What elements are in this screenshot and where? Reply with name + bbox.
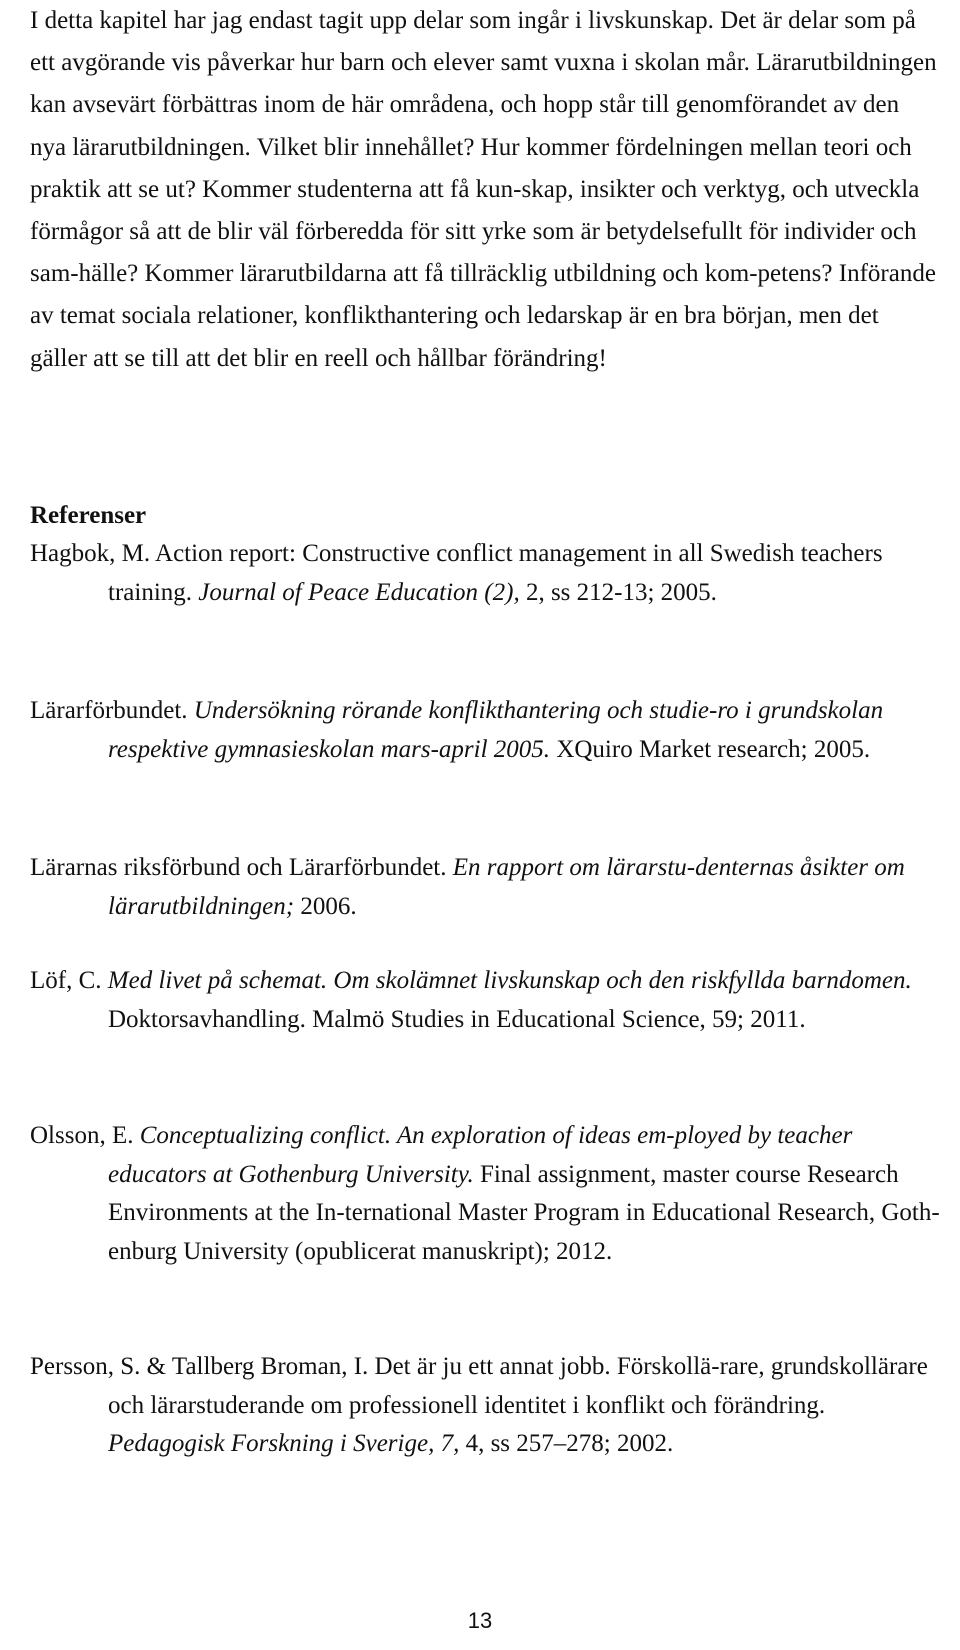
reference-title: Det är ju ett annat jobb. Förskollä-rare, grundskollärare och lärarstuderande om professionell identitet i konflikt och förändring. [108,1353,928,1419]
page-number: 13 [467,1608,493,1633]
reference-author: Lärarnas riksförbund och Lärarförbundet. [30,854,447,881]
reference-author: Olsson, E. [30,1122,134,1149]
references-heading: Referenser [30,502,147,529]
reference-author: Lärarförbundet. [30,697,188,724]
reference-details: 4, ss 257–278; 2002. [465,1430,674,1458]
reference-details: Final assignment, master course Research Environments at the In-ternational Master Program in Educational Research, Goth-enburg University (opublicerat manuskript); 2012. [108,1160,940,1266]
reference-lof [30,962,940,1039]
reference-author: Persson, S. & Tallberg Broman, I. [30,1353,369,1380]
reference-title: Med livet på schemat. Om skolämnet livskunskap och den riskfyllda barndomen. [107,967,912,994]
reference-author: Hagbok, M. [30,540,151,567]
reference-title: Undersökning rörande konflikthantering och studie-ro i grundskolan respektive gymnasieskolan mars-april 2005. [108,697,884,763]
reference-details: 2, ss 212-13; 2005. [525,578,717,606]
reference-persson-tallberg [30,1348,940,1464]
reference-volume: 7, [440,1430,460,1458]
body-paragraph: I detta kapitel har jag endast tagit upp delar som ingår i livskunskap. Det är delar som på ett avgörande vis påverkar hur barn och elever samt vuxna i skolan mår. Lärarutbildningen kan avsevärt förbättras inom de här områdena, och hopp står till genomförandet av den nya lärarutbildningen. Vilket blir innehållet? Hur kommer fördelningen mellan teori och praktik att se ut? Kommer studenterna att få kun-skap, insikter och verktyg, och utveckla förmågor så att de blir väl förberedda för sitt yrke som är betydelsefullt för individer och sam-hälle? Kommer lärarutbildarna att få tillräcklig utbildning och kom-petens? Införande av temat sociala relationer, konflikthantering och ledarskap är en bra början, men det gäller att se till att det blir en reell och hållbar förändring! [30,7,937,372]
reference-journal: Pedagogisk Forskning i Sverige, [108,1430,435,1458]
reference-title: Conceptualizing conflict. An exploration of ideas em-ployed by teacher educators at Gothenburg University. [108,1122,853,1188]
reference-title: Action report: Constructive conflict management in all Swedish teachers training. [108,540,883,606]
reference-details: 2006. [300,892,357,920]
reference-details: Doktorsavhandling. Malmö Studies in Educational Science, 59; 2011. [108,1005,806,1033]
document-page [30,0,940,1458]
reference-olsson [30,1117,940,1272]
reference-hagbok [30,535,940,612]
reference-title: En rapport om lärarstu-denternas åsikter om lärarutbildningen; [108,854,905,920]
reference-lararforbundet [30,692,940,769]
reference-details: XQuiro Market research; 2005. [556,735,871,763]
reference-author: Löf, C. [30,967,102,994]
reference-lararnas-riksforbund [30,849,940,926]
reference-journal: Journal of Peace Education (2), [198,578,520,606]
